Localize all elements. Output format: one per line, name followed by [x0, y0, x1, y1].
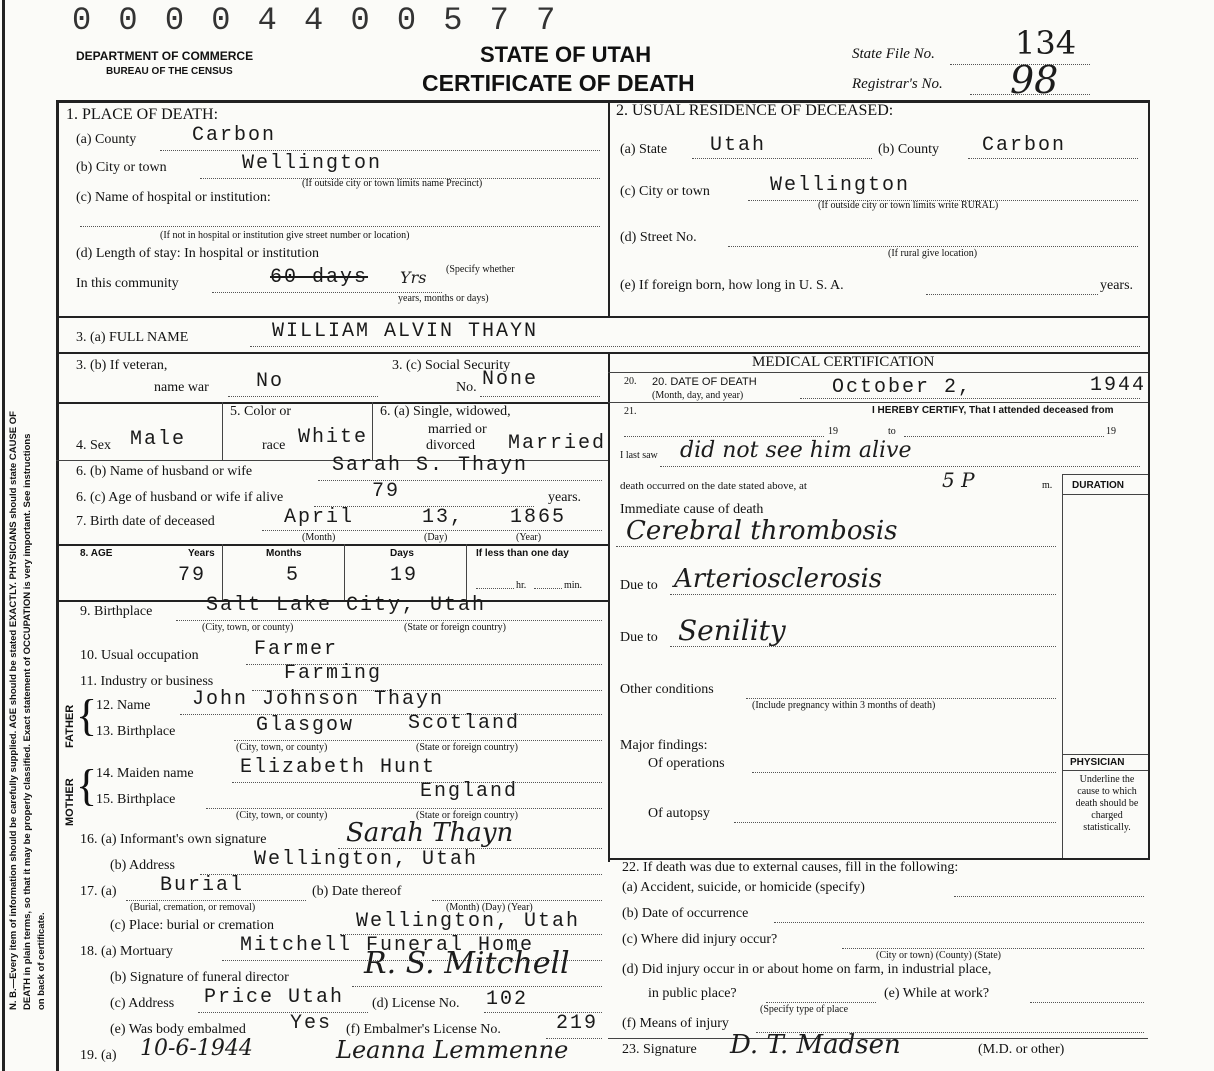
- item-19-date: 10-6-1944: [140, 1036, 253, 1061]
- ss-no-label: No.: [456, 380, 477, 395]
- marital-label-2: married or: [428, 422, 487, 437]
- veteran-label: 3. (b) If veteran,: [76, 358, 168, 373]
- major-findings-label: Major findings:: [620, 738, 708, 753]
- spouse-years: years.: [548, 490, 582, 505]
- mother-side-label: MOTHER: [64, 778, 76, 826]
- operations-label: Of operations: [648, 756, 725, 771]
- to-label: to: [888, 426, 896, 437]
- res-county-label: (b) County: [878, 142, 940, 157]
- handwritten-note: did not see him alive: [680, 438, 912, 463]
- autopsy-label: Of autopsy: [648, 806, 710, 821]
- industry-label: 11. Industry or business: [80, 674, 214, 689]
- margin-instructions-3: on back of certificate.: [36, 912, 47, 1010]
- father-side-label: FATHER: [64, 704, 76, 748]
- hospital-label: (c) Name of hospital or institution:: [76, 190, 271, 205]
- days-header: Days: [390, 548, 414, 559]
- marital-status: Married: [508, 432, 607, 455]
- day-note: (Day): [424, 532, 448, 543]
- embalmed: Yes: [290, 1012, 333, 1035]
- death-county: Carbon: [192, 124, 277, 147]
- state-file-number: 134: [1015, 24, 1077, 62]
- due-to-1-label: Due to: [620, 578, 658, 593]
- informant-signature: Sarah Thayn: [346, 818, 514, 848]
- ext-a: (a) Accident, suicide, or homicide (specify): [622, 880, 865, 895]
- immediate-cause: Cerebral thrombosis: [626, 516, 898, 546]
- state-heading: STATE OF UTAH: [480, 42, 652, 67]
- ext-b: (b) Date of occurrence: [622, 906, 749, 921]
- age-days: 19: [390, 564, 419, 587]
- min-label: min.: [564, 580, 583, 591]
- due-to-1: Arteriosclerosis: [674, 564, 883, 594]
- n20: 20.: [624, 376, 637, 387]
- n21: 21.: [624, 406, 637, 417]
- mortuary-address: Price Utah: [204, 986, 345, 1009]
- director-label: (b) Signature of funeral director: [110, 970, 289, 985]
- signature-label: 23. Signature: [622, 1042, 697, 1057]
- ext-c-note: (City or town) (County) (State): [876, 950, 1001, 961]
- death-time: 5 P: [942, 468, 975, 492]
- sex-label: 4. Sex: [76, 438, 111, 453]
- due-to-2-label: Due to: [620, 630, 658, 645]
- occupation-label: 10. Usual occupation: [80, 648, 199, 663]
- occupation: Farmer: [254, 638, 339, 661]
- city-note: (If outside city or town limits name Precinct): [302, 178, 483, 189]
- nineteen-1: 19: [828, 426, 838, 437]
- license-number: 102: [486, 988, 529, 1011]
- birthplace-label: 9. Birthplace: [80, 604, 153, 619]
- address-label: (b) Address: [110, 858, 175, 873]
- birthplace-note-1: (City, town, or county): [202, 622, 294, 633]
- death-city: Wellington: [242, 152, 383, 175]
- mother-name-label: 14. Maiden name: [96, 766, 194, 781]
- stay-label: (d) Length of stay: In hospital or institution: [76, 246, 320, 261]
- immediate-cause-label: Immediate cause of death: [620, 502, 764, 517]
- mother-birthplace-label: 15. Birthplace: [96, 792, 176, 807]
- department: DEPARTMENT OF COMMERCE: [76, 49, 254, 63]
- residence-county: Carbon: [982, 134, 1067, 157]
- underline-note: Underline the cause to which death should be charged statistically.: [1075, 774, 1139, 833]
- fbp-note-1: (City, town, or county): [236, 742, 328, 753]
- dod-label: 20. DATE OF DEATH: [652, 376, 757, 388]
- social-security: None: [482, 368, 539, 391]
- father-birthplace-label: 13. Birthplace: [96, 724, 176, 739]
- spouse-name: Sarah S. Thayn: [332, 454, 529, 477]
- external-heading: 22. If death was due to external causes, fill in the following:: [622, 860, 959, 875]
- margin-instructions-1: N. B.—Every item of information should be carefully supplied. AGE should be stated EXACTLY. PHYSICIANS should state CAUSE OF: [8, 411, 19, 1010]
- informant-address: Wellington, Utah: [254, 848, 479, 871]
- fbp-note-2: (State or foreign country): [416, 742, 518, 753]
- due-to-2: Senility: [678, 614, 786, 647]
- community-label: In this community: [76, 276, 179, 291]
- specify-note: (Specify whether: [446, 264, 515, 275]
- mother-birthplace: England: [420, 780, 519, 803]
- veteran-label-2: name war: [154, 380, 209, 395]
- community-length: 60 days: [270, 266, 369, 289]
- ext-e-note: (Specify type of place: [760, 1004, 849, 1015]
- marital-label: 6. (a) Single, widowed,: [380, 404, 511, 419]
- specify-note-2: years, months or days): [398, 293, 489, 304]
- mdy-note: (Month) (Day) (Year): [446, 902, 533, 913]
- month-note: (Month): [302, 532, 336, 543]
- year-note: (Year): [516, 532, 542, 543]
- nineteen-2: 19: [1106, 426, 1116, 437]
- community-extra: Yrs: [400, 268, 427, 287]
- burial: Burial: [160, 874, 245, 897]
- veteran-war: No: [256, 370, 285, 393]
- place-label: (c) Place: burial or cremation: [110, 918, 275, 933]
- date-of-death: October 2,: [832, 376, 973, 399]
- sex: Male: [130, 428, 187, 451]
- less-than-day-header: If less than one day: [476, 548, 569, 559]
- ext-e: (e) While at work?: [884, 986, 990, 1001]
- res-city-label: (c) City or town: [620, 184, 710, 199]
- street-note: (If rural give location): [888, 248, 978, 259]
- street-label: (d) Street No.: [620, 230, 697, 245]
- registrar-number: 98: [1010, 58, 1059, 102]
- birth-day: 13,: [422, 506, 465, 529]
- residence-state: Utah: [710, 134, 767, 157]
- years-header: Years: [188, 548, 215, 559]
- race-label: race: [262, 438, 286, 453]
- place-of-death-heading: 1. PLACE OF DEATH:: [66, 106, 219, 123]
- embalmer-label: (f) Embalmer's License No.: [346, 1022, 501, 1037]
- bureau: BUREAU OF THE CENSUS: [106, 66, 233, 77]
- margin-instructions-2: DEATH in plain terms, so that it may be properly classified. Exact statement of OCCUPATION is very important. See instructions: [22, 433, 33, 1010]
- birth-date-label: 7. Birth date of deceased: [76, 514, 215, 529]
- father-name: John Johnson Thayn: [192, 688, 445, 711]
- hr-label: hr.: [516, 580, 527, 591]
- item-19-label: 19. (a): [80, 1048, 117, 1063]
- director-signature: R. S. Mitchell: [364, 946, 570, 981]
- embalmed-label: (e) Was body embalmed: [110, 1022, 246, 1037]
- death-year: 1944: [1090, 374, 1147, 397]
- birth-month: April: [284, 506, 355, 529]
- full-name: WILLIAM ALVIN THAYN: [272, 320, 539, 343]
- father-birthplace-country: Scotland: [408, 712, 521, 735]
- age-label: 8. AGE: [80, 548, 113, 559]
- birthplace-note-2: (State or foreign country): [404, 622, 506, 633]
- county-label: (a) County: [76, 132, 137, 147]
- occurred-label: death occurred on the date stated above, at: [620, 480, 807, 492]
- father-brace: {: [76, 691, 98, 740]
- mbp-note-2: (State or foreign country): [416, 810, 518, 821]
- age-months: 5: [286, 564, 301, 587]
- burial-place: Wellington, Utah: [356, 910, 581, 933]
- physician-signature: D. T. Madsen: [730, 1030, 901, 1060]
- residence-city: Wellington: [770, 174, 911, 197]
- last-saw-label: I last saw: [620, 450, 658, 461]
- left-edge: [2, 0, 5, 1071]
- mortuary: Mitchell Funeral Home: [240, 934, 535, 957]
- birth-year: 1865: [510, 506, 567, 529]
- registrar-label: Registrar's No.: [852, 76, 943, 92]
- res-state-label: (a) State: [620, 142, 668, 157]
- license-label: (d) License No.: [372, 996, 460, 1011]
- medical-heading: MEDICAL CERTIFICATION: [752, 354, 935, 370]
- certificate-title: CERTIFICATE OF DEATH: [422, 70, 695, 96]
- color-label: 5. Color or: [230, 404, 292, 419]
- spouse-label: 6. (b) Name of husband or wife: [76, 464, 253, 479]
- certify-text: I HEREBY CERTIFY, That I attended deceased from: [872, 405, 1114, 416]
- mother-brace: {: [76, 761, 98, 810]
- burial-note: (Burial, cremation, or removal): [130, 902, 256, 913]
- other-conditions-label: Other conditions: [620, 682, 714, 697]
- ext-d-2: in public place?: [648, 986, 737, 1001]
- industry: Farming: [284, 662, 383, 685]
- mortuary-label: 18. (a) Mortuary: [80, 944, 173, 959]
- birthplace: Salt Lake City, Utah: [206, 594, 487, 617]
- spouse-age-label: 6. (c) Age of husband or wife if alive: [76, 490, 284, 505]
- ext-c: (c) Where did injury occur?: [622, 932, 778, 947]
- date-thereof-label: (b) Date thereof: [312, 884, 402, 899]
- mbp-note-1: (City, town, or county): [236, 810, 328, 821]
- embalmer-license: 219: [556, 1012, 599, 1035]
- dod-note: (Month, day, and year): [652, 390, 744, 401]
- social-security-label: 3. (c) Social Security: [392, 358, 511, 373]
- burial-label: 17. (a): [80, 884, 117, 899]
- foreign-label: (e) If foreign born, how long in U. S. A.: [620, 278, 844, 293]
- spouse-age: 79: [372, 480, 401, 503]
- m-label: m.: [1042, 480, 1053, 491]
- full-name-label: 3. (a) FULL NAME: [76, 330, 189, 345]
- foreign-years: years.: [1100, 278, 1134, 293]
- mortuary-address-label: (c) Address: [110, 996, 175, 1011]
- serial-number: 0 0 0 0 4 4 0 0 5 7 7: [72, 2, 560, 39]
- ext-d: (d) Did injury occur in or about home on farm, in industrial place,: [622, 962, 992, 977]
- physician-label: PHYSICIAN: [1070, 757, 1125, 768]
- father-name-label: 12. Name: [96, 698, 151, 713]
- hospital-note: (If not in hospital or institution give street number or location): [160, 230, 410, 241]
- ext-f: (f) Means of injury: [622, 1016, 729, 1031]
- res-city-note: (If outside city or town limits write RURAL): [818, 200, 999, 211]
- age-years: 79: [178, 564, 207, 587]
- months-header: Months: [266, 548, 302, 559]
- md-label: (M.D. or other): [978, 1042, 1065, 1057]
- father-birthplace-city: Glasgow: [256, 714, 355, 737]
- race: White: [298, 426, 369, 449]
- item-19-signature: Leanna Lemmenne: [336, 1036, 569, 1064]
- residence-heading: 2. USUAL RESIDENCE OF DECEASED:: [616, 102, 894, 119]
- duration-heading: DURATION: [1072, 480, 1125, 491]
- marital-label-3: divorced: [426, 438, 475, 453]
- other-note: (Include pregnancy within 3 months of death): [752, 700, 936, 711]
- state-file-label: State File No.: [852, 46, 935, 62]
- mother-name: Elizabeth Hunt: [240, 756, 437, 779]
- informant-label: 16. (a) Informant's own signature: [80, 832, 267, 847]
- city-label: (b) City or town: [76, 160, 167, 175]
